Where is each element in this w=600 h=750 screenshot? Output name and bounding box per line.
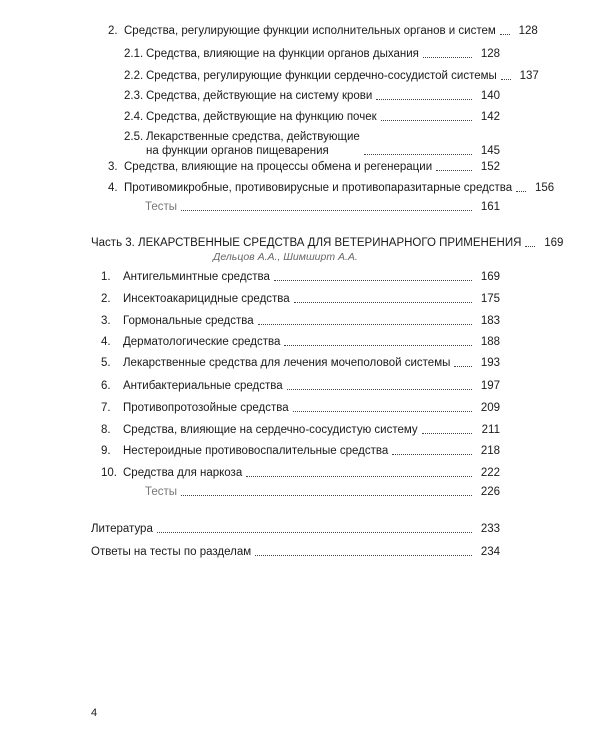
dot-leader [157,532,472,533]
toc-entry-3 [108,160,500,174]
entry-number: 3. [101,315,111,327]
dot-leader [246,476,472,477]
dot-leader [423,57,472,58]
entry-page: 218 [480,445,500,457]
toc-entry-2-4 [124,110,500,124]
part-authors: Дельцов А.А., Шимширт А.А. [213,251,358,263]
dot-leader [436,170,472,171]
dot-leader [516,191,526,192]
toc-part3-item-5 [101,356,500,370]
entry-title: Противопротозойные средства [123,402,289,414]
entry-title-line2: на функции органов пищеварения [146,145,329,157]
entry-title: Средства, влияющие на функции органов дыхания [146,48,419,60]
entry-number: 2.1. [124,48,144,60]
entry-page: 188 [480,336,500,348]
entry-page: 233 [480,523,500,535]
entry-title: Нестероидные противовоспалительные средства [123,445,389,457]
dot-leader [255,555,472,556]
entry-page: 169 [480,271,500,283]
entry-title: Инсектоакарицидные средства [123,293,290,305]
page-number: 4 [91,707,98,719]
entry-title: Антигельминтные средства [123,271,270,283]
entry-page: 142 [480,111,500,123]
entry-title: Средства, регулирующие функции исполнительных органов и систем [124,25,496,37]
entry-title: Гормональные средства [123,315,254,327]
entry-title: Тесты [145,486,178,498]
entry-page: 137 [519,70,539,82]
toc-entry-2-2 [124,69,539,83]
part-title: Часть 3. ЛЕКАРСТВЕННЫЕ СРЕДСТВА ДЛЯ ВЕТЕРИНАРНОГО ПРИМЕНЕНИЯ [91,237,522,249]
entry-page: 234 [480,546,500,558]
toc-part3-item-10 [101,466,500,480]
dot-leader [274,280,472,281]
entry-page: 211 [481,424,500,436]
entry-page: 152 [480,161,500,173]
dot-leader [181,210,472,211]
entry-page: 161 [480,201,500,213]
entry-number: 10. [101,467,117,479]
entry-title-line1: Лекарственные средства, действующие [146,131,360,143]
toc-part3-item-3 [101,314,500,328]
entry-page: 226 [480,486,500,498]
entry-number: 5. [101,357,111,369]
dot-leader [525,246,535,247]
dot-leader [258,324,472,325]
dot-leader [294,302,472,303]
entry-title: Антибактериальные средства [123,380,283,392]
entry-number: 2. [108,25,118,37]
toc-part3-item-4 [101,335,500,349]
entry-title: Средства, влияющие на процессы обмена и регенерации [124,161,433,173]
entry-title: Тесты [145,201,178,213]
entry-number: 9. [101,445,111,457]
entry-title: Средства, регулирующие функции сердечно-сосудистой системы [146,70,497,82]
entry-page: 183 [480,315,500,327]
entry-number: 4. [101,336,111,348]
toc-part3-item-1 [101,270,500,284]
entry-number: 1. [101,271,111,283]
dot-leader [422,433,472,434]
entry-number: 8. [101,424,111,436]
entry-number: 3. [108,161,118,173]
entry-page: 128 [518,25,538,37]
entry-number: 2. [101,293,111,305]
entry-number: 2.4. [124,111,144,123]
toc-entry-tests-2 [145,485,500,499]
entry-number: 2.3. [124,90,144,102]
entry-number: 7. [101,402,111,414]
entry-title: Средства, действующие на систему крови [146,90,373,102]
toc-entry-tests-1 [145,200,500,214]
entry-number: 2.2. [124,70,144,82]
toc-entry-4 [108,181,555,195]
entry-page: 169 [544,237,564,249]
entry-title: Дерматологические средства [123,336,281,348]
dot-leader [392,454,472,455]
dot-leader [293,411,472,412]
toc-entry-2-5 [124,130,500,158]
dot-leader [376,99,472,100]
dot-leader [287,389,472,390]
entry-title: Средства, действующие на функцию почек [146,111,377,123]
toc-part3-item-6 [101,379,500,393]
entry-title: Ответы на тесты по разделам [91,546,252,558]
entry-number: 4. [108,182,118,194]
entry-page: 209 [480,402,500,414]
toc-entry-2-3 [124,89,500,103]
entry-title: Литература [91,523,153,535]
toc-entry-2 [108,24,538,38]
dot-leader [501,79,511,80]
entry-page: 175 [480,293,500,305]
entry-title: Средства для наркоза [123,467,243,479]
toc-answers [91,545,500,559]
dot-leader [181,495,472,496]
entry-title: Средства, влияющие на сердечно-сосудистую систему [123,424,418,436]
dot-leader [284,345,472,346]
toc-part-3 [91,236,564,250]
entry-page: 128 [480,48,500,60]
dot-leader [454,366,472,367]
entry-page: 145 [480,145,500,157]
entry-title [146,130,364,158]
dot-leader [500,34,510,35]
entry-title: Противомикробные, противовирусные и противопаразитарные средства [124,182,513,194]
toc-part3-item-2 [101,292,500,306]
entry-number: 2.5. [124,131,144,143]
entry-number: 6. [101,380,111,392]
entry-page: 197 [480,380,500,392]
entry-page: 156 [535,182,555,194]
entry-page: 140 [480,90,500,102]
toc-part3-item-8 [101,423,500,437]
entry-page: 222 [480,467,500,479]
toc-literature [91,522,500,536]
toc-part3-item-7 [101,401,500,415]
entry-title: Лекарственные средства для лечения мочеполовой системы [123,357,451,369]
entry-page: 193 [480,357,500,369]
toc-entry-2-1 [124,47,500,61]
dot-leader [364,154,472,155]
toc-part3-item-9 [101,444,500,458]
dot-leader [381,120,472,121]
